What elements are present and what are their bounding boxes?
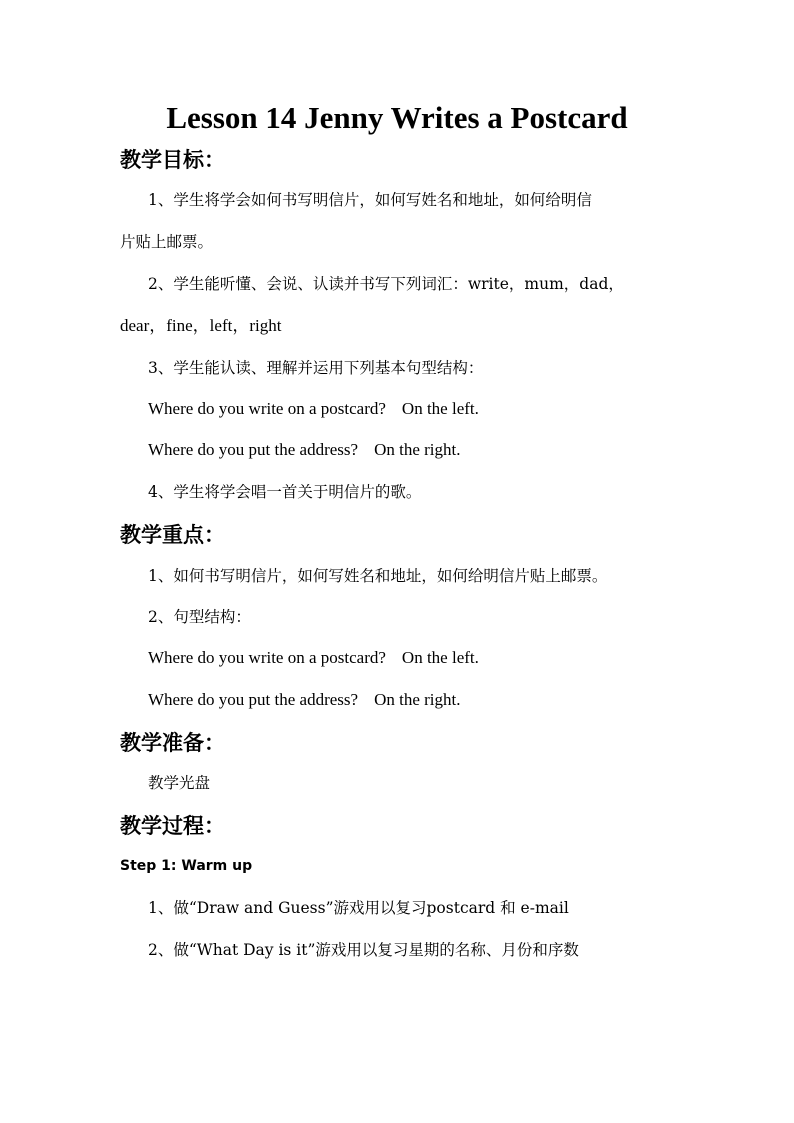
key-point-question-2: Where do you put the address? (148, 690, 359, 709)
objective-3-sentence-1 (148, 397, 479, 421)
key-point-2: 2、句型结构： (148, 608, 251, 626)
objective-1-line-1: 1、学生将学会如何书写明信片，如何写姓名和地址，如何给明信 (148, 191, 592, 209)
objective-3-answer-1: On the left. (401, 399, 479, 418)
objectives-heading: 教学目标： (120, 147, 225, 172)
lesson-title: Lesson 14 Jenny Writes a Postcard (166, 100, 628, 135)
key-point-question-1: Where do you write on a postcard? (148, 648, 386, 667)
key-point-answer-2: On the right. (374, 690, 461, 709)
objective-3-question-2: Where do you put the address? (148, 440, 359, 459)
process-item-2: 2、做“What Day is it”游戏用以复习星期的名称、月份和序数 (148, 941, 579, 959)
objective-1-line-2: 片贴上邮票。 (120, 233, 214, 251)
key-point-sentence-2 (148, 688, 460, 712)
objective-4: 4、学生将学会唱一首关于明信片的歌。 (148, 483, 422, 501)
objective-3-question-1: Where do you write on a postcard? (148, 399, 386, 418)
preparation-heading: 教学准备： (120, 730, 225, 755)
step-1-heading: Step 1: Warm up (120, 858, 253, 874)
objective-2-line-1: 2、学生能听懂、会说、认读并书写下列词汇：write，mum，dad， (148, 275, 624, 293)
process-heading: 教学过程： (120, 813, 225, 838)
process-item-1: 1、做“Draw and Guess”游戏用以复习postcard 和 e-mail (148, 899, 569, 917)
key-point-1: 1、如何书写明信片，如何写姓名和地址，如何给明信片贴上邮票。 (148, 567, 608, 585)
key-point-sentence-1 (148, 646, 479, 670)
preparation-item: 教学光盘 (148, 774, 211, 792)
objective-3-answer-2: On the right. (374, 440, 461, 459)
objective-2-line-2: dear，fine，left，right (120, 316, 282, 335)
objective-3-sentence-2 (148, 438, 460, 462)
key-points-heading: 教学重点： (120, 522, 225, 547)
key-point-answer-1: On the left. (401, 648, 479, 667)
objective-3: 3、学生能认读、理解并运用下列基本句型结构： (148, 359, 484, 377)
